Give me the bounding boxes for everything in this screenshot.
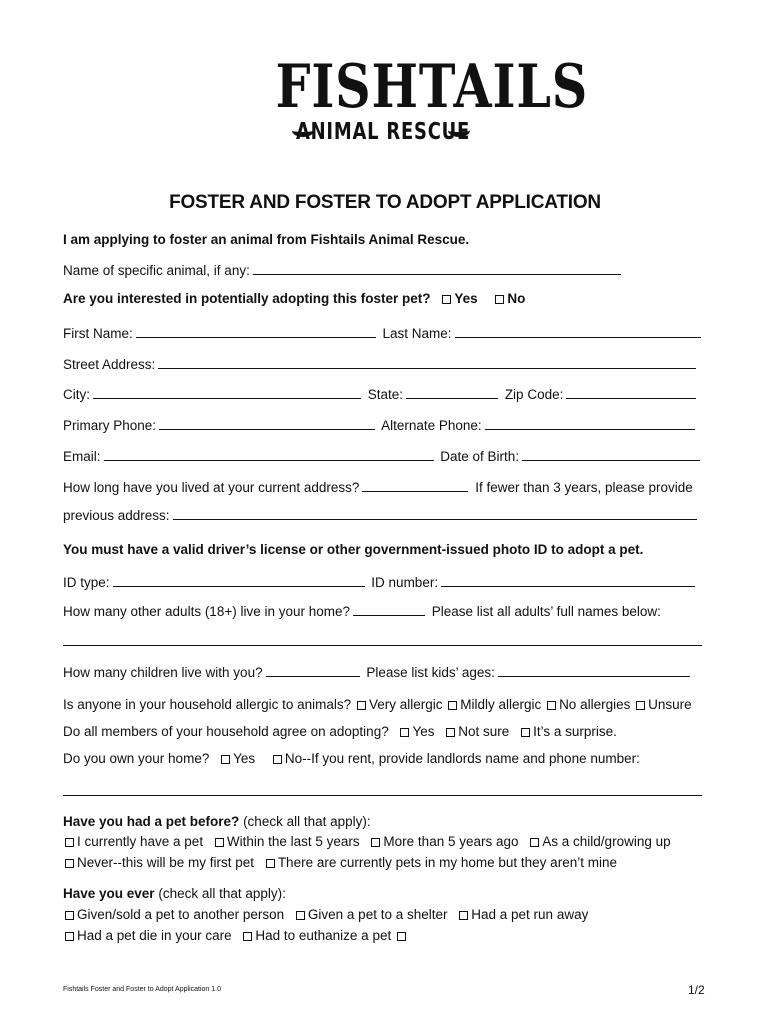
specific-animal-field[interactable]	[253, 261, 621, 275]
page-number: 1/2	[688, 983, 705, 997]
euthanize-checkbox[interactable]	[243, 932, 252, 941]
option-label: Given a pet to a shelter	[307, 907, 448, 922]
state-label: State:	[367, 387, 404, 402]
more-than-5-years-checkbox[interactable]	[371, 838, 380, 847]
not-sure-checkbox[interactable]	[446, 728, 455, 737]
specific-animal-row	[63, 261, 624, 280]
adopt-question-row	[63, 290, 525, 308]
as-child-checkbox[interactable]	[530, 838, 539, 847]
id-note: You must have a valid driver’s license or other government-issued photo ID to adopt a pet.	[63, 542, 644, 557]
id-row	[63, 573, 698, 592]
option-label: Not sure	[458, 724, 510, 739]
check-all-note: (check all that apply):	[243, 814, 371, 829]
currently-have-pet-checkbox[interactable]	[65, 838, 74, 847]
own-no-checkbox[interactable]	[273, 755, 282, 764]
trailing-checkbox[interactable]	[397, 932, 406, 941]
id-type-field[interactable]	[113, 573, 365, 587]
logo-swirl-left-icon	[292, 124, 314, 137]
pet-died-checkbox[interactable]	[65, 932, 74, 941]
option-label: Had a pet die in your care	[77, 928, 232, 943]
email-field[interactable]	[104, 447, 434, 461]
alternate-phone-label: Alternate Phone:	[381, 418, 482, 433]
kids-ages-label: Please list kids’ ages:	[366, 665, 495, 680]
very-allergic-checkbox[interactable]	[357, 701, 366, 710]
never-first-pet-checkbox[interactable]	[65, 859, 74, 868]
footer-text: Fishtails Foster and Foster to Adopt Application 1.0	[63, 986, 221, 993]
children-question: How many children live with you?	[63, 665, 263, 680]
name-row	[63, 324, 704, 343]
option-label: Never--this will be my first pet	[77, 855, 255, 870]
adopt-no-checkbox[interactable]	[495, 295, 504, 304]
own-yes-checkbox[interactable]	[221, 755, 230, 764]
check-all-note: (check all that apply):	[158, 886, 286, 901]
ever-options-row-1	[63, 906, 588, 924]
agree-question: Do all members of your household agree on adopting?	[63, 724, 389, 739]
option-label: Had a pet run away	[471, 907, 589, 922]
lived-row	[63, 478, 693, 497]
allergic-question: Is anyone in your household allergic to animals?	[63, 697, 352, 712]
mildly-allergic-checkbox[interactable]	[448, 701, 457, 710]
option-label: I currently have a pet	[77, 834, 204, 849]
allergic-row	[63, 696, 692, 714]
have-you-ever-question: Have you ever	[63, 886, 155, 901]
option-label: Yes	[412, 724, 435, 739]
option-label: No--If you rent, provide landlords name and phone number:	[284, 751, 640, 766]
primary-phone-label: Primary Phone:	[63, 418, 157, 433]
last-5-years-checkbox[interactable]	[215, 838, 224, 847]
own-home-question: Do you own your home?	[63, 751, 210, 766]
dob-label: Date of Birth:	[440, 449, 520, 464]
option-label: Given/sold a pet to another person	[77, 907, 285, 922]
adults-row	[63, 602, 661, 621]
ever-options-row-2	[63, 927, 409, 945]
option-label: It’s a surprise.	[533, 724, 617, 739]
had-pet-options-row-2	[63, 854, 617, 872]
fishtails-logo	[252, 52, 589, 164]
kids-ages-field[interactable]	[498, 663, 690, 677]
had-pet-heading-row	[63, 813, 371, 831]
street-label: Street Address:	[63, 357, 156, 372]
had-pet-question: Have you had a pet before?	[63, 814, 240, 829]
logo-main-text: FISHTAILS	[275, 52, 589, 122]
email-row	[63, 447, 703, 466]
previous-address-row	[63, 506, 700, 525]
fewer-years-text: If fewer than 3 years, please provide	[475, 480, 693, 495]
phone-row	[63, 416, 698, 435]
intro-text: I am applying to foster an animal from Fishtails Animal Rescue.	[63, 232, 470, 247]
option-label: Mildly allergic	[460, 697, 542, 712]
children-count-field[interactable]	[266, 663, 360, 677]
first-name-field[interactable]	[136, 324, 376, 338]
option-label: Unsure	[648, 697, 692, 712]
option-label: Yes	[233, 751, 256, 766]
page-title: FOSTER AND FOSTER TO ADOPT APPLICATION	[169, 192, 601, 213]
unsure-checkbox[interactable]	[636, 701, 645, 710]
id-number-field[interactable]	[441, 573, 695, 587]
gave-shelter-checkbox[interactable]	[296, 911, 305, 920]
adults-question: How many other adults (18+) live in your home?	[63, 604, 351, 619]
adopt-question: Are you interested in potentially adopting this foster pet?	[63, 291, 431, 306]
option-label: Very allergic	[368, 697, 443, 712]
email-label: Email:	[63, 449, 101, 464]
surprise-checkbox[interactable]	[521, 728, 530, 737]
lived-field[interactable]	[362, 478, 468, 492]
zip-label: Zip Code:	[504, 387, 564, 402]
dob-field[interactable]	[522, 447, 700, 461]
option-label: No allergies	[559, 697, 631, 712]
adults-count-field[interactable]	[353, 602, 425, 616]
primary-phone-field[interactable]	[159, 416, 375, 430]
state-field[interactable]	[406, 385, 498, 399]
id-number-label: ID number:	[371, 575, 439, 590]
logo-sub-text: ANIMAL RESCUE	[295, 119, 471, 145]
had-pet-options-row-1	[63, 833, 671, 851]
agree-yes-checkbox[interactable]	[400, 728, 409, 737]
previous-address-field[interactable]	[173, 506, 697, 520]
pets-not-mine-checkbox[interactable]	[266, 859, 275, 868]
first-name-label: First Name:	[63, 326, 133, 341]
landlord-field[interactable]	[63, 795, 702, 796]
children-row	[63, 663, 693, 682]
option-label: There are currently pets in my home but they aren’t mine	[277, 855, 617, 870]
no-allergies-checkbox[interactable]	[547, 701, 556, 710]
lived-question: How long have you lived at your current address?	[63, 480, 360, 495]
adopt-yes-label: Yes	[454, 291, 478, 306]
last-name-field[interactable]	[455, 324, 701, 338]
street-row	[63, 355, 699, 374]
city-field[interactable]	[93, 385, 361, 399]
alternate-phone-field[interactable]	[485, 416, 695, 430]
adults-list-label: Please list all adults’ full names below:	[431, 604, 661, 619]
zip-field[interactable]	[566, 385, 696, 399]
adopt-no-label: No	[507, 291, 526, 306]
option-label: As a child/growing up	[542, 834, 671, 849]
own-home-row	[63, 750, 640, 768]
logo-swirl-right-icon	[448, 124, 470, 137]
city-row	[63, 385, 699, 404]
previous-address-label: previous address:	[63, 508, 170, 523]
specific-animal-label: Name of specific animal, if any:	[63, 263, 250, 278]
street-field[interactable]	[158, 355, 696, 369]
last-name-label: Last Name:	[382, 326, 452, 341]
have-you-ever-heading-row	[63, 885, 286, 903]
adopt-yes-checkbox[interactable]	[442, 295, 451, 304]
city-label: City:	[63, 387, 90, 402]
id-type-label: ID type:	[63, 575, 110, 590]
agree-row	[63, 723, 617, 741]
given-sold-checkbox[interactable]	[65, 911, 74, 920]
pet-ran-away-checkbox[interactable]	[459, 911, 468, 920]
option-label: Had to euthanize a pet	[255, 928, 392, 943]
adults-names-field[interactable]	[63, 645, 702, 646]
option-label: Within the last 5 years	[226, 834, 360, 849]
option-label: More than 5 years ago	[383, 834, 519, 849]
